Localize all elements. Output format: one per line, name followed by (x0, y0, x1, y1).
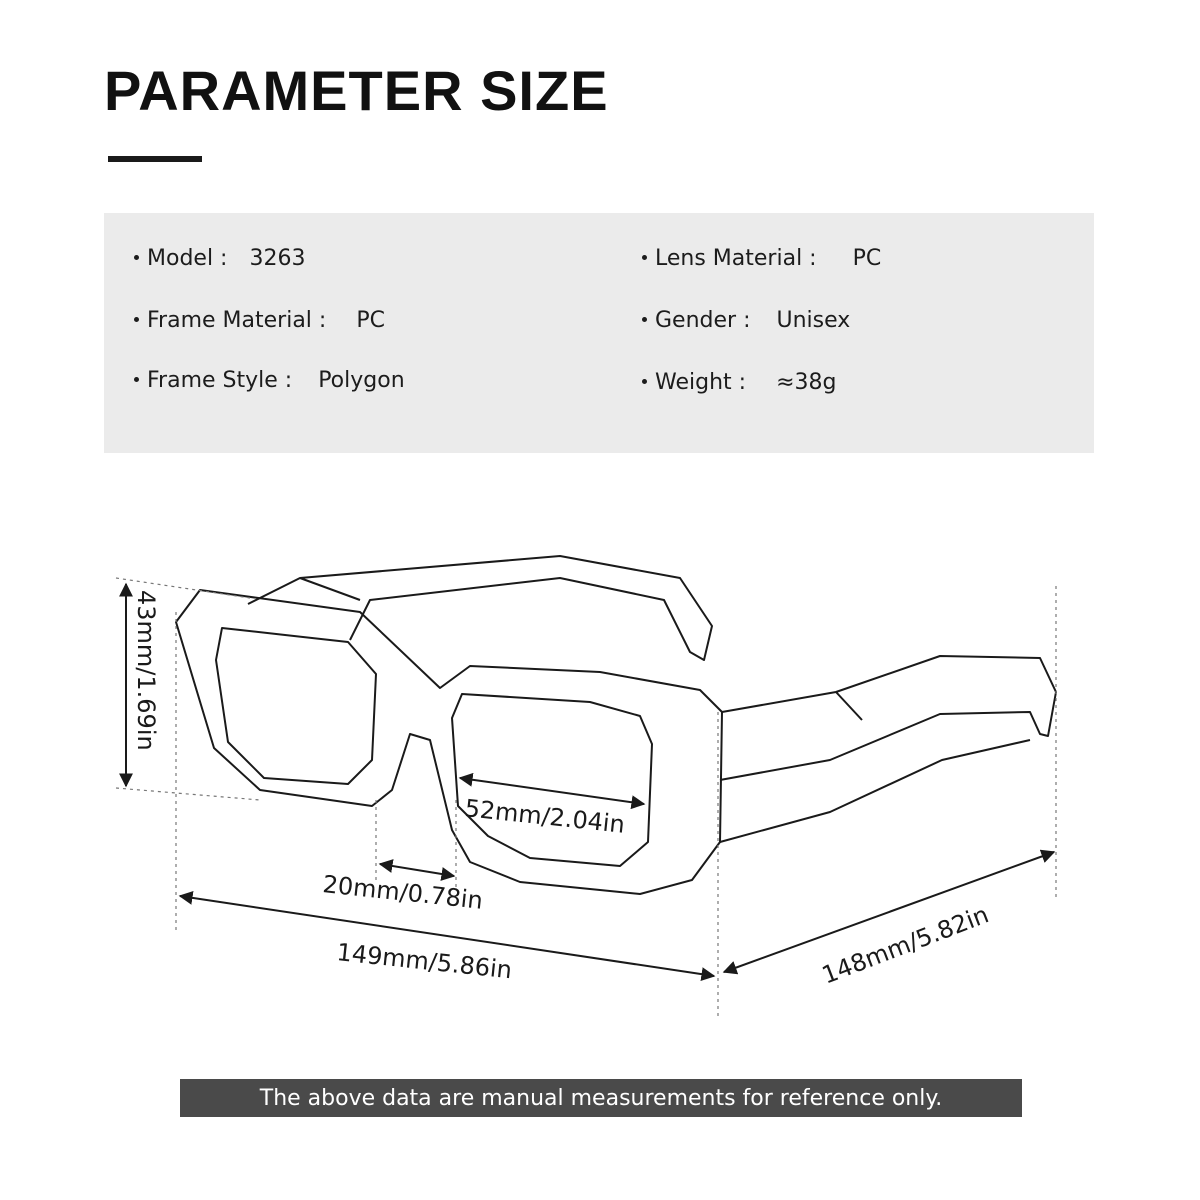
spec-value: Unisex (776, 308, 851, 333)
spec-label: Frame Material : (147, 308, 327, 333)
spec-label: Lens Material : (655, 246, 817, 271)
temple-length-label: 148mm/5.82in (818, 900, 993, 990)
page-title: PARAMETER SIZE (104, 59, 609, 122)
spec-value: 3263 (249, 246, 306, 271)
footer-bar (180, 1079, 1022, 1117)
lens-width-label: 52mm/2.04in (463, 794, 627, 839)
spec-label: Model : (147, 246, 228, 271)
bridge-width-arrow (380, 864, 454, 876)
spec-value: ≈38g (776, 370, 837, 395)
spec-value: PC (852, 246, 882, 271)
spec-value: Polygon (318, 368, 405, 393)
lens-height-label: 43mm/1.69in (132, 590, 160, 751)
frame-width-label: 149mm/5.86in (335, 938, 514, 985)
spec-label: Weight : (655, 370, 747, 395)
spec-label: Frame Style : (147, 368, 293, 393)
sunglasses-icon (176, 556, 1056, 894)
footer-note: The above data are manual measurements for reference only. (259, 1085, 943, 1111)
spec-value: PC (356, 308, 385, 333)
spec-label: Gender : (655, 308, 751, 333)
bridge-width-label: 20mm/0.78in (321, 870, 485, 915)
